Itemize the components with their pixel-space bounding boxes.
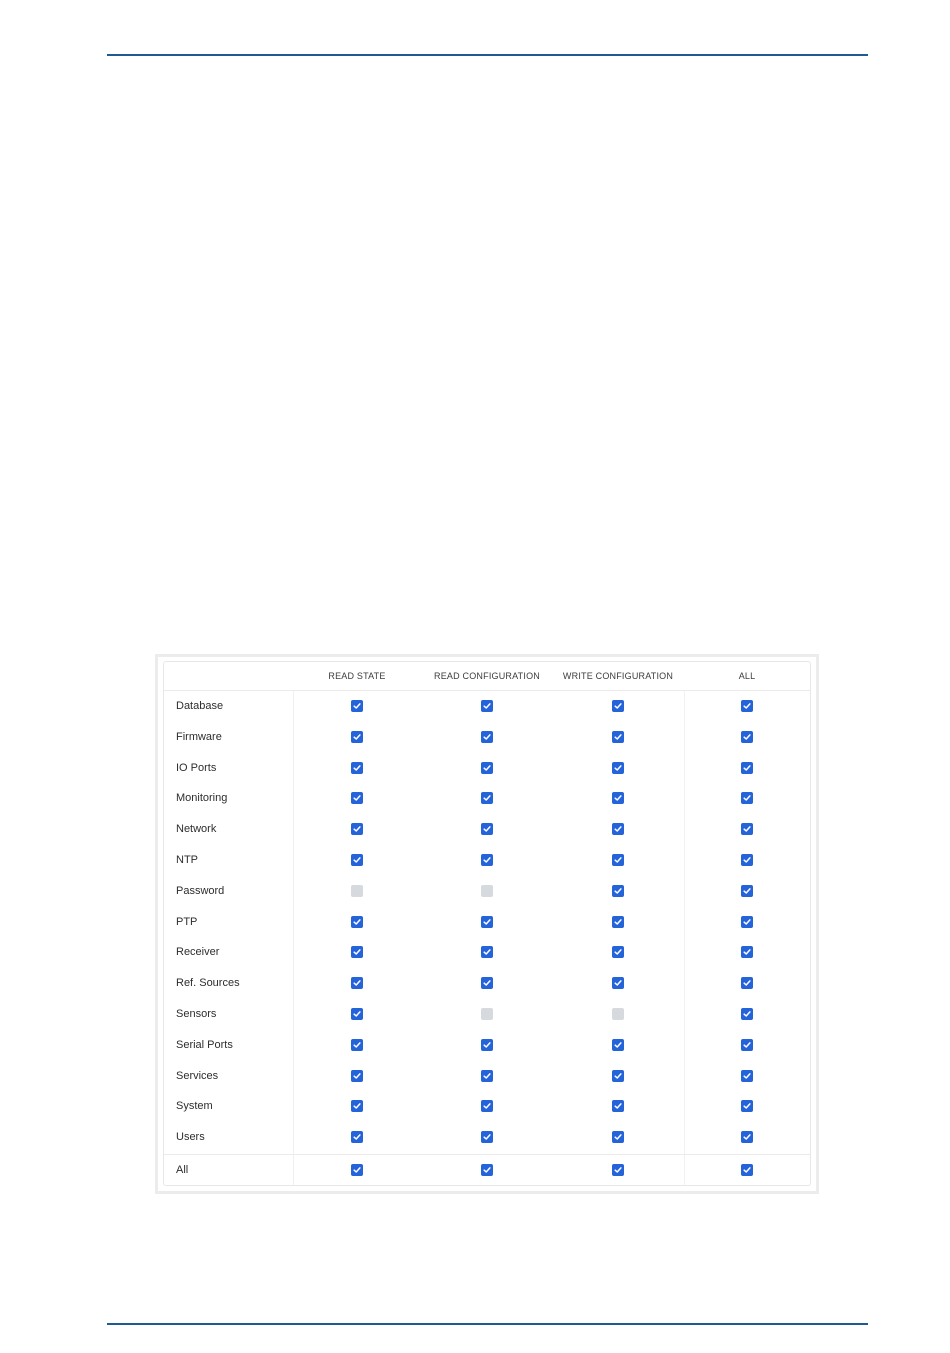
table-row: [164, 938, 810, 968]
checkmark-icon: [743, 1041, 751, 1049]
checkbox-write-configuration[interactable]: [612, 792, 624, 804]
checkbox-write-configuration[interactable]: [612, 854, 624, 866]
checkmark-icon: [483, 918, 491, 926]
checkbox-read-configuration[interactable]: [481, 823, 493, 835]
row-label: Network: [176, 823, 217, 836]
checkmark-icon: [353, 1072, 361, 1080]
checkbox-all[interactable]: [741, 731, 753, 743]
checkmark-icon: [483, 733, 491, 741]
checkmark-icon: [614, 825, 622, 833]
checkbox-read-configuration[interactable]: [481, 977, 493, 989]
table-row: [164, 692, 810, 722]
checkbox-read-configuration[interactable]: [481, 1131, 493, 1143]
checkmark-icon: [353, 1133, 361, 1141]
checkmark-icon: [743, 1072, 751, 1080]
checkmark-icon: [743, 918, 751, 926]
checkbox-read-configuration[interactable]: [481, 762, 493, 774]
checkbox-all[interactable]: [741, 700, 753, 712]
checkmark-icon: [743, 887, 751, 895]
checkbox-all[interactable]: [741, 823, 753, 835]
checkmark-icon: [353, 1102, 361, 1110]
checkbox-write-configuration[interactable]: [612, 946, 624, 958]
checkbox-all[interactable]: [741, 977, 753, 989]
checkmark-icon: [353, 733, 361, 741]
row-label: Monitoring: [176, 792, 228, 805]
checkbox-write-configuration[interactable]: [612, 823, 624, 835]
checkmark-icon: [743, 1166, 751, 1174]
checkbox-all[interactable]: [741, 1100, 753, 1112]
checkmark-icon: [353, 825, 361, 833]
checkmark-icon: [483, 1102, 491, 1110]
checkbox-read-state[interactable]: [351, 916, 363, 928]
checkbox-write-configuration[interactable]: [612, 1100, 624, 1112]
checkbox-read-configuration[interactable]: [481, 1164, 493, 1176]
row-label: Password: [176, 884, 225, 897]
checkbox-all[interactable]: [741, 1008, 753, 1020]
checkbox-read-state[interactable]: [351, 1131, 363, 1143]
checkbox-read-state[interactable]: [351, 1039, 363, 1051]
checkbox-read-state[interactable]: [351, 1100, 363, 1112]
checkmark-icon: [614, 1102, 622, 1110]
header-rule: [107, 54, 868, 56]
footer-divider: [164, 1154, 810, 1155]
checkmark-icon: [483, 825, 491, 833]
checkmark-icon: [353, 1041, 361, 1049]
checkbox-read-configuration[interactable]: [481, 700, 493, 712]
checkbox-all[interactable]: [741, 1039, 753, 1051]
column-header-write-configuration: WRITE CONFIGURATION: [562, 671, 674, 681]
checkbox-read-configuration[interactable]: [481, 1008, 493, 1020]
checkmark-icon: [483, 856, 491, 864]
row-label: Database: [176, 700, 224, 712]
checkmark-icon: [483, 1041, 491, 1049]
table-row: [164, 1092, 810, 1122]
checkbox-write-configuration[interactable]: [612, 762, 624, 774]
checkbox-all[interactable]: [741, 854, 753, 866]
checkmark-icon: [353, 1166, 361, 1174]
checkbox-read-configuration[interactable]: [481, 854, 493, 866]
table-row: [164, 1123, 810, 1153]
table-row: [164, 846, 810, 876]
row-label: PTP: [176, 915, 198, 928]
checkmark-icon: [743, 702, 751, 710]
checkmark-icon: [614, 979, 622, 987]
checkmark-icon: [614, 887, 622, 895]
checkmark-icon: [353, 702, 361, 710]
checkbox-write-configuration[interactable]: [612, 1164, 624, 1176]
checkbox-read-state[interactable]: [351, 700, 363, 712]
table-row: [164, 1000, 810, 1030]
checkbox-read-state[interactable]: [351, 1164, 363, 1176]
row-label: All: [176, 1164, 189, 1176]
checkmark-icon: [483, 948, 491, 956]
checkmark-icon: [483, 1072, 491, 1080]
checkmark-icon: [614, 733, 622, 741]
table-row: [164, 1062, 810, 1092]
checkmark-icon: [483, 979, 491, 987]
checkbox-read-state[interactable]: [351, 1008, 363, 1020]
table-row: [164, 723, 810, 753]
column-header-all: ALL: [738, 671, 756, 681]
table-row: [164, 877, 810, 907]
footer-rule: [107, 1323, 868, 1325]
checkbox-write-configuration[interactable]: [612, 977, 624, 989]
table-row: [164, 1156, 810, 1186]
row-label: Receiver: [176, 946, 220, 959]
header-divider: [164, 690, 810, 691]
checkbox-all[interactable]: [741, 1164, 753, 1176]
checkmark-icon: [353, 1010, 361, 1018]
checkbox-all[interactable]: [741, 946, 753, 958]
checkbox-all[interactable]: [741, 792, 753, 804]
checkmark-icon: [614, 1166, 622, 1174]
row-label: Services: [176, 1069, 219, 1082]
checkbox-read-state[interactable]: [351, 731, 363, 743]
row-label: Firmware: [176, 730, 222, 743]
checkbox-all[interactable]: [741, 1131, 753, 1143]
checkmark-icon: [483, 702, 491, 710]
column-header-read-configuration: READ CONFIGURATION: [434, 671, 540, 681]
checkmark-icon: [614, 856, 622, 864]
checkmark-icon: [614, 918, 622, 926]
checkmark-icon: [614, 702, 622, 710]
table-row: [164, 815, 810, 845]
checkmark-icon: [614, 1041, 622, 1049]
row-label: NTP: [176, 854, 198, 866]
checkbox-read-state[interactable]: [351, 885, 363, 897]
table-row: [164, 784, 810, 814]
checkbox-write-configuration[interactable]: [612, 1008, 624, 1020]
checkbox-write-configuration[interactable]: [612, 700, 624, 712]
checkmark-icon: [743, 979, 751, 987]
checkmark-icon: [353, 948, 361, 956]
checkmark-icon: [353, 794, 361, 802]
checkmark-icon: [743, 764, 751, 772]
checkbox-read-configuration[interactable]: [481, 1039, 493, 1051]
column-header-read-state: READ STATE: [328, 671, 386, 681]
checkmark-icon: [614, 1133, 622, 1141]
checkbox-read-state[interactable]: [351, 762, 363, 774]
checkbox-read-state[interactable]: [351, 977, 363, 989]
checkbox-write-configuration[interactable]: [612, 1131, 624, 1143]
checkbox-read-configuration[interactable]: [481, 916, 493, 928]
checkmark-icon: [483, 1133, 491, 1141]
table-row: [164, 908, 810, 938]
row-label: Users: [176, 1131, 205, 1144]
checkmark-icon: [614, 764, 622, 772]
checkbox-all[interactable]: [741, 916, 753, 928]
checkbox-write-configuration[interactable]: [612, 1039, 624, 1051]
checkmark-icon: [743, 1010, 751, 1018]
checkmark-icon: [483, 764, 491, 772]
checkbox-read-state[interactable]: [351, 823, 363, 835]
checkbox-read-configuration[interactable]: [481, 1070, 493, 1082]
checkbox-write-configuration[interactable]: [612, 1070, 624, 1082]
checkmark-icon: [743, 794, 751, 802]
checkbox-read-state[interactable]: [351, 946, 363, 958]
checkbox-all[interactable]: [741, 762, 753, 774]
checkbox-read-configuration[interactable]: [481, 1100, 493, 1112]
checkmark-icon: [743, 825, 751, 833]
checkmark-icon: [743, 733, 751, 741]
checkbox-read-configuration[interactable]: [481, 946, 493, 958]
checkbox-read-configuration[interactable]: [481, 885, 493, 897]
checkbox-write-configuration[interactable]: [612, 885, 624, 897]
checkmark-icon: [614, 948, 622, 956]
checkmark-icon: [743, 1133, 751, 1141]
checkbox-write-configuration[interactable]: [612, 731, 624, 743]
row-label: Sensors: [176, 1008, 217, 1020]
row-label: System: [176, 1100, 213, 1113]
checkbox-write-configuration[interactable]: [612, 916, 624, 928]
checkbox-read-configuration[interactable]: [481, 792, 493, 804]
table-row: [164, 754, 810, 784]
checkmark-icon: [743, 856, 751, 864]
checkmark-icon: [614, 794, 622, 802]
checkbox-all[interactable]: [741, 885, 753, 897]
checkbox-all[interactable]: [741, 1070, 753, 1082]
checkbox-read-state[interactable]: [351, 854, 363, 866]
table-row: [164, 1031, 810, 1061]
checkmark-icon: [483, 794, 491, 802]
checkmark-icon: [353, 856, 361, 864]
checkmark-icon: [614, 1072, 622, 1080]
checkmark-icon: [353, 918, 361, 926]
checkbox-read-state[interactable]: [351, 792, 363, 804]
row-label: Ref. Sources: [176, 977, 240, 990]
checkmark-icon: [353, 764, 361, 772]
checkmark-icon: [743, 1102, 751, 1110]
row-label: Serial Ports: [176, 1038, 233, 1051]
row-label: IO Ports: [176, 761, 217, 774]
checkmark-icon: [483, 1166, 491, 1174]
checkmark-icon: [353, 979, 361, 987]
checkmark-icon: [743, 948, 751, 956]
checkbox-read-configuration[interactable]: [481, 731, 493, 743]
checkbox-read-state[interactable]: [351, 1070, 363, 1082]
table-row: [164, 969, 810, 999]
